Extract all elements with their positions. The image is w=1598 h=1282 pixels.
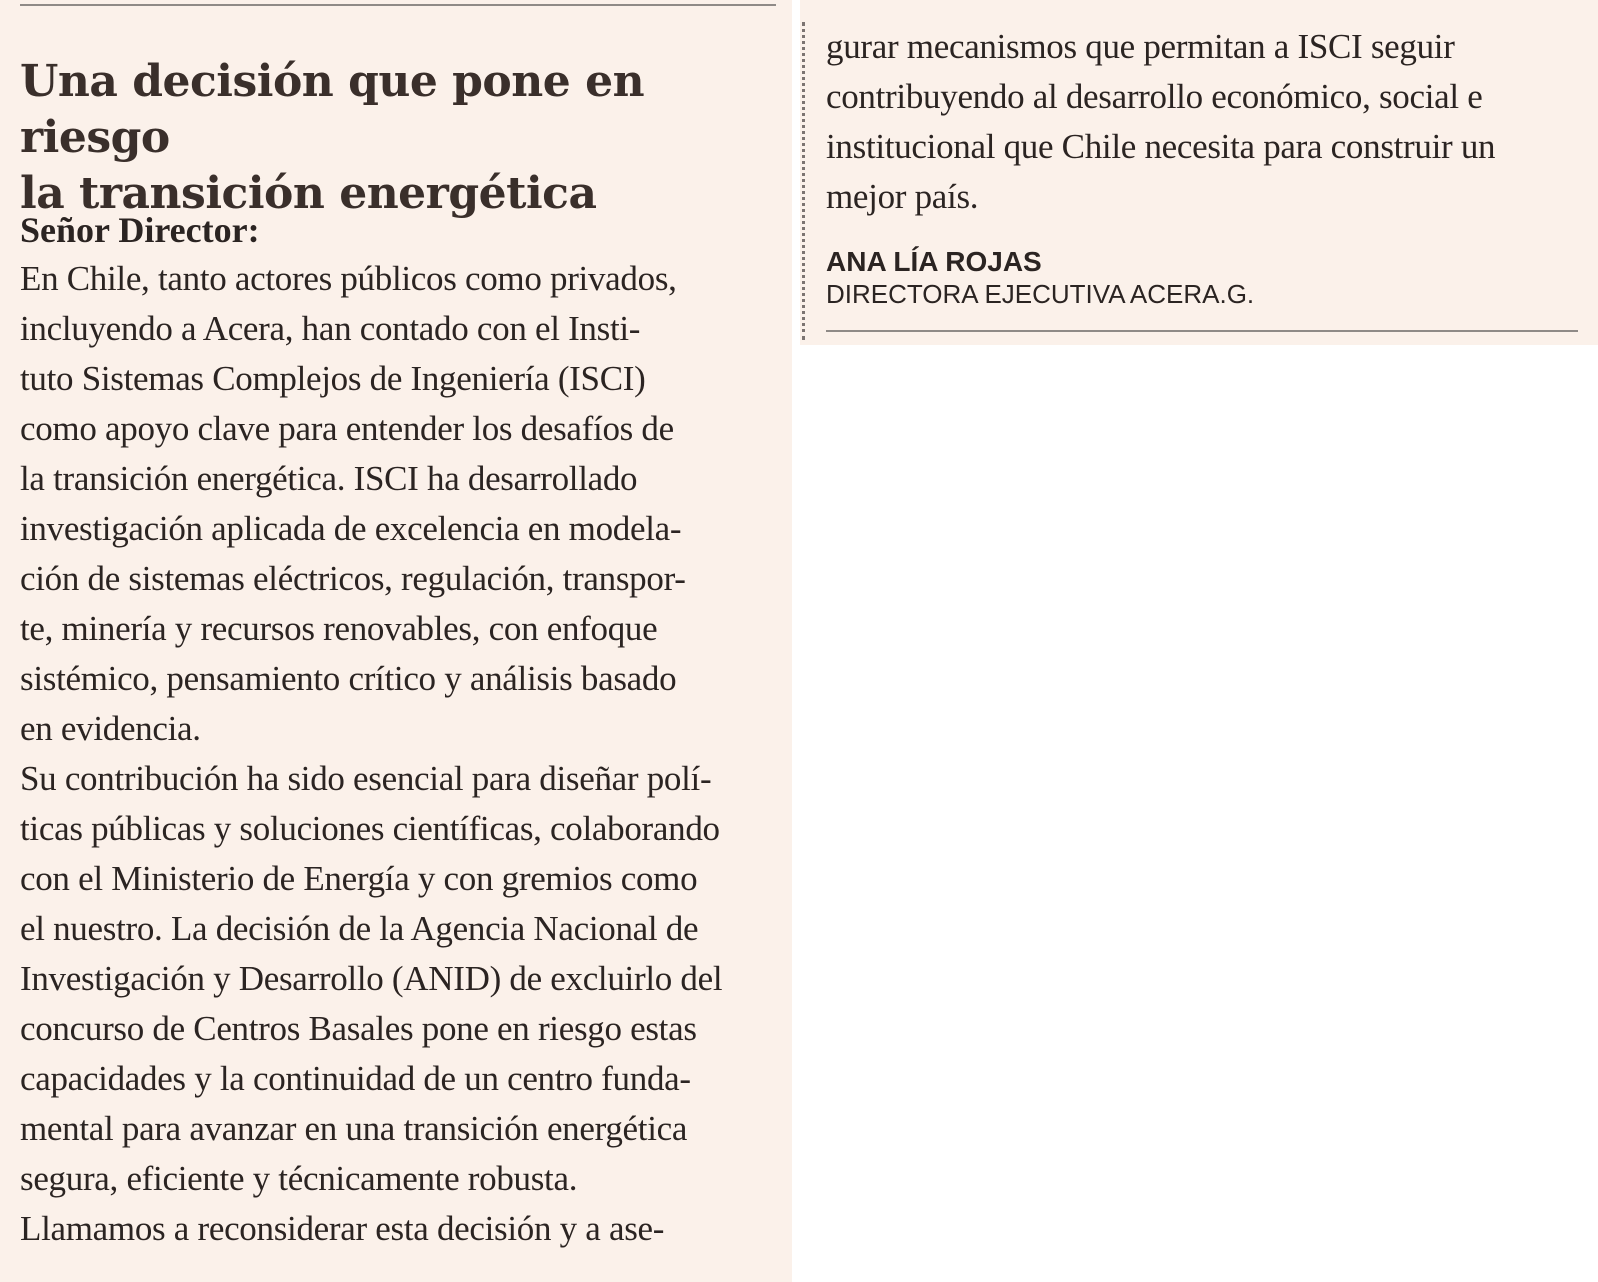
body-line: Investigación y Desarrollo (ANID) de excluirlo del — [20, 959, 723, 998]
body-line: en evidencia. — [20, 709, 201, 748]
headline — [20, 54, 770, 222]
signature-role: DIRECTORA EJECUTIVA ACERA.G. — [826, 279, 1255, 309]
salutation: Señor Director: — [20, 210, 260, 250]
headline-line-2: la transición energética — [20, 168, 597, 219]
signature-name: ANA LÍA ROJAS — [826, 246, 1042, 277]
body-line: Su contribución ha sido esencial para diseñar polí- — [20, 759, 712, 798]
body-line: con el Ministerio de Energía y con gremios como — [20, 859, 698, 898]
body-line: mejor país. — [826, 177, 979, 216]
body-line: concurso de Centros Basales pone en riesgo estas — [20, 1009, 697, 1048]
signature-rule — [826, 330, 1578, 332]
top-rule — [20, 4, 776, 6]
body-line: Llamamos a reconsiderar esta decisión y a ase- — [20, 1209, 665, 1248]
body-line: te, minería y recursos renovables, con enfoque — [20, 609, 658, 648]
body-line: gurar mecanismos que permitan a ISCI seguir — [826, 27, 1455, 66]
column-divider — [802, 22, 805, 340]
body-line: como apoyo clave para entender los desafíos de — [20, 409, 674, 448]
body-line: ticas públicas y soluciones científicas, colaborando — [20, 809, 720, 848]
body-line: En Chile, tanto actores públicos como privados, — [20, 259, 677, 298]
body-line: tuto Sistemas Complejos de Ingeniería (ISCI) — [20, 359, 646, 398]
body-line: investigación aplicada de excelencia en modela- — [20, 509, 682, 548]
body-line: el nuestro. La decisión de la Agencia Nacional de — [20, 909, 699, 948]
headline-line-1: Una decisión que pone en riesgo — [20, 56, 645, 163]
body-line: la transición energética. ISCI ha desarrollado — [20, 459, 638, 498]
body-line: segura, eficiente y técnicamente robusta. — [20, 1159, 578, 1198]
body-line: mental para avanzar en una transición energética — [20, 1109, 688, 1148]
body-line: ción de sistemas eléctricos, regulación, transpor- — [20, 559, 686, 598]
body-line: sistémico, pensamiento crítico y análisis basado — [20, 659, 677, 698]
body-line: contribuyendo al desarrollo económico, social e — [826, 77, 1483, 116]
body-line: capacidades y la continuidad de un centro funda- — [20, 1059, 691, 1098]
body-line: incluyendo a Acera, han contado con el Insti- — [20, 309, 641, 348]
body-text-right — [826, 22, 1586, 222]
body-text-left — [20, 254, 790, 1254]
body-line: institucional que Chile necesita para construir un — [826, 127, 1496, 166]
